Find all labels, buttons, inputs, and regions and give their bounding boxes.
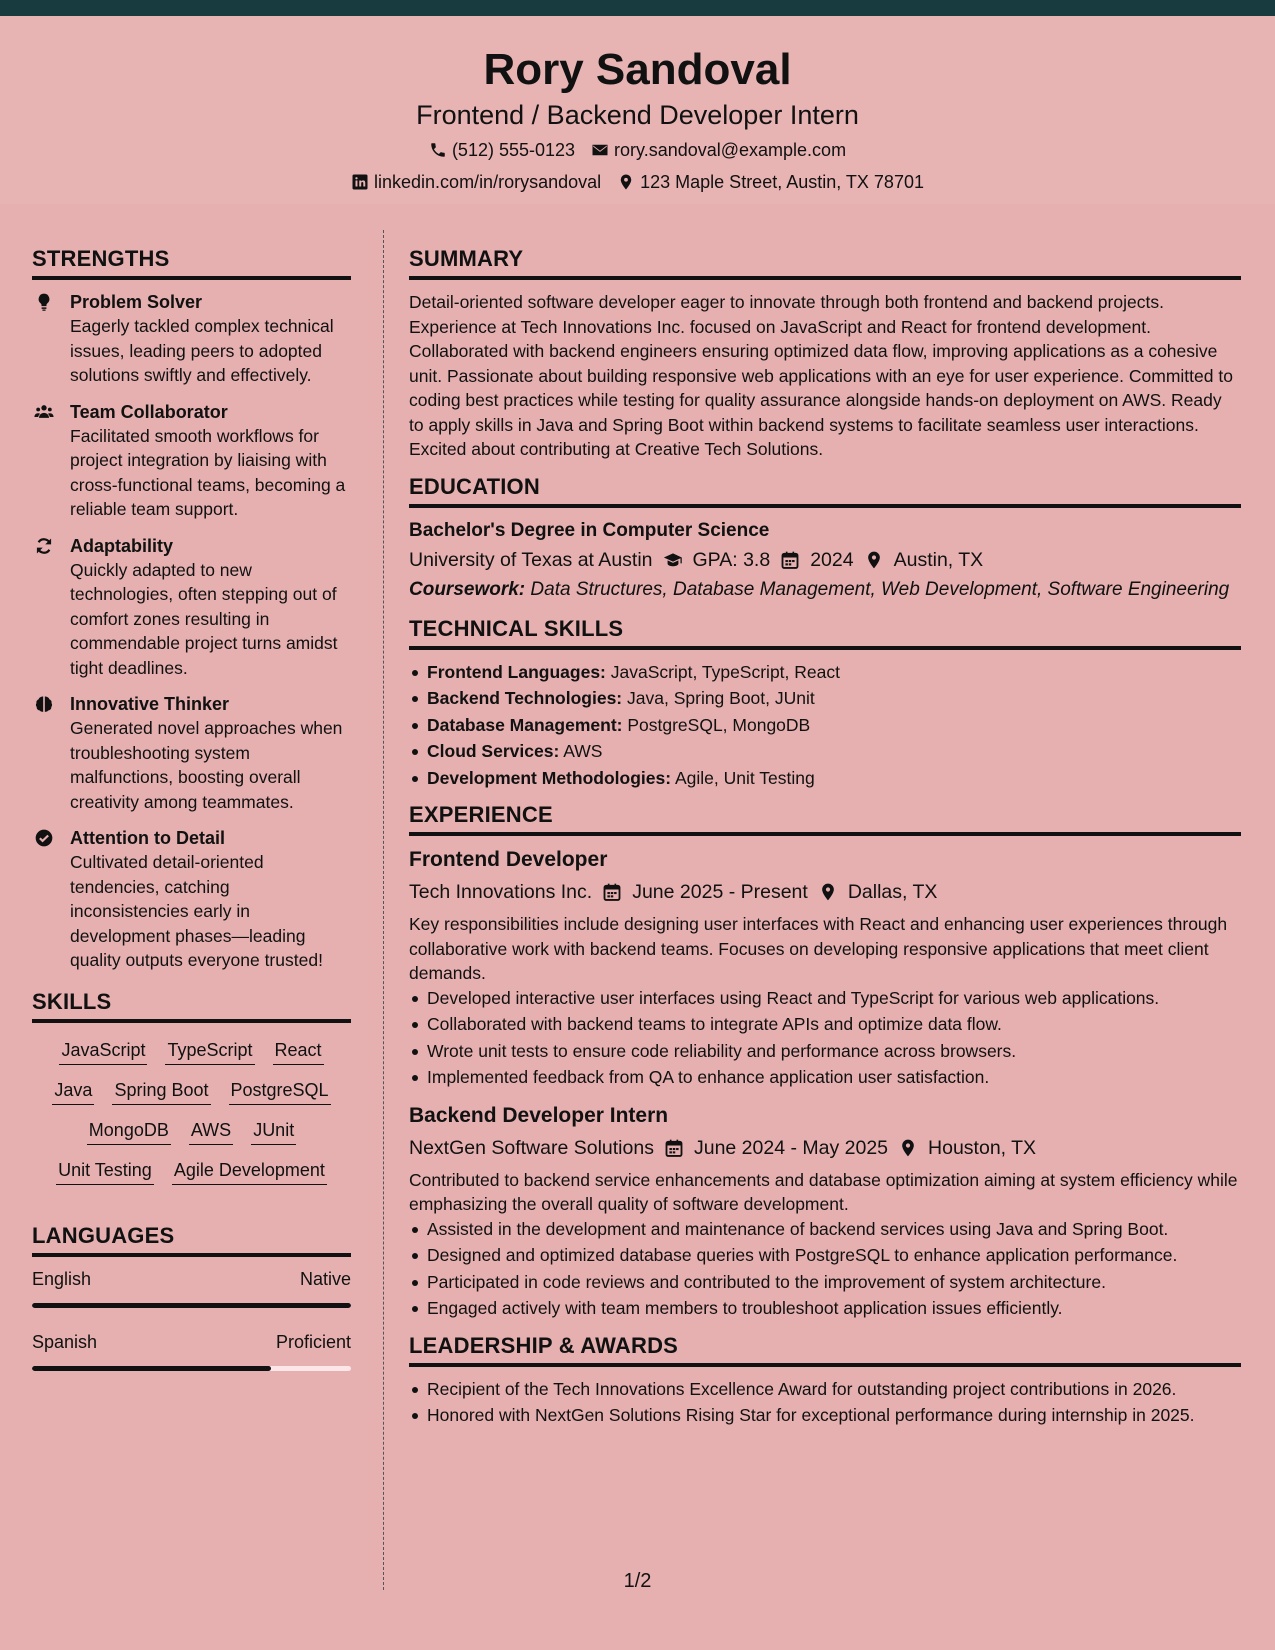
- tech-value: Java, Spring Boot, JUnit: [627, 688, 815, 708]
- right-column: [409, 246, 1241, 1440]
- job-entry: [409, 1102, 1241, 1321]
- strength-item: [32, 534, 351, 681]
- job-title: Frontend Developer: [409, 848, 608, 871]
- brain-icon: [32, 692, 56, 814]
- list-item: [409, 686, 1241, 711]
- strength-desc: Cultivated detail-oriented tendencies, catching inconsistencies early in development phases—leading quality outputs everyone trusted!: [70, 852, 323, 970]
- job-entry: [409, 846, 1241, 1090]
- left-column: [32, 246, 351, 1393]
- phone-icon: [429, 141, 447, 159]
- linkedin-text: linkedin.com/in/rorysandoval: [374, 172, 602, 192]
- envelope-icon: [591, 141, 609, 159]
- strength-item: [32, 290, 351, 388]
- skill-tag: Agile Development: [172, 1157, 327, 1185]
- list-item: Collaborated with backend teams to integrate APIs and optimize data flow.: [409, 1012, 1241, 1037]
- strength-desc: Facilitated smooth workflows for project integration by liaising with cross-functional teams, becoming a reliable team support.: [70, 425, 346, 519]
- job-location: Dallas, TX: [847, 881, 938, 903]
- skill-tag: JavaScript: [59, 1037, 147, 1065]
- job-meta: [409, 1134, 1241, 1162]
- candidate-title: Frontend / Backend Developer Intern: [416, 100, 859, 130]
- linkedin-icon: [351, 173, 369, 191]
- list-item: Designed and optimized database queries with PostgreSQL to enhance application performance.: [409, 1243, 1241, 1268]
- contact-row: [0, 138, 1275, 162]
- list-item: Implemented feedback from QA to enhance application user satisfaction.: [409, 1065, 1241, 1090]
- map-pin-icon: [617, 173, 635, 191]
- language-item: [32, 1330, 351, 1371]
- map-pin-icon: [864, 550, 884, 570]
- strength-title: Innovative Thinker: [70, 694, 230, 714]
- address-text: 123 Maple Street, Austin, TX 78701: [640, 172, 924, 192]
- tech-value: PostgreSQL, MongoDB: [627, 714, 811, 735]
- strength-item: [32, 692, 351, 814]
- summary-heading: SUMMARY: [409, 246, 1241, 280]
- education-location: Austin, TX: [893, 548, 984, 571]
- company-name: NextGen Software Solutions: [409, 1136, 654, 1159]
- strength-title: Team Collaborator: [70, 401, 228, 422]
- tech-value: AWS: [563, 741, 603, 761]
- company-name: Tech Innovations Inc.: [409, 881, 593, 903]
- summary-text: Detail-oriented software developer eager to innovate through both frontend and backend projects. Experience at Tech Innovations Inc. focused on JavaScript and React for frontend development. Collaborated with backend engineers ensuring optimized data flow, improving applications as a cohesive unit. Passionate about building responsive web applications with an eye for user experience. Committed to coding best practices while testing for quality assurance alongside hands-on deployment on AWS. Ready to apply skills in Java and Spring Boot within backend systems to facilitate seamless user interactions. Excited about contributing at Creative Tech Solutions.: [409, 292, 1233, 459]
- job-dates: June 2024 - May 2025: [693, 1136, 889, 1159]
- email-text: rory.sandoval@example.com: [614, 140, 847, 160]
- tech-label: Database Management:: [427, 714, 623, 735]
- job-location: Houston, TX: [928, 1136, 1037, 1159]
- linkedin-contact[interactable]: [351, 170, 601, 194]
- list-item: [409, 766, 1241, 791]
- language-level: Native: [299, 1268, 351, 1289]
- resume-header: [0, 16, 1275, 204]
- list-item: Wrote unit tests to ensure code reliability and performance across browsers.: [409, 1039, 1241, 1064]
- language-proficiency-bar: [32, 1303, 351, 1308]
- strengths-heading: STRENGTHS: [32, 246, 351, 280]
- top-accent-bar: [0, 0, 1275, 16]
- proficiency-fill: [32, 1366, 271, 1371]
- map-pin-icon: [818, 882, 838, 902]
- skill-tag: React: [273, 1037, 324, 1065]
- strength-title: Problem Solver: [70, 292, 203, 312]
- strength-item: [32, 826, 351, 973]
- phone-contact[interactable]: [429, 138, 575, 162]
- tech-value: Agile, Unit Testing: [674, 767, 815, 788]
- skill-tag: PostgreSQL: [229, 1077, 331, 1105]
- phone-text: (512) 555-0123: [451, 140, 576, 160]
- job-description: Key responsibilities include designing user interfaces with React and enhancing user experiences through collaborative work with backend teams. Focuses on developing responsive applications that meet client demands.: [409, 914, 1228, 983]
- strength-desc: Quickly adapted to new technologies, often stepping out of comfort zones resulting in commendable project turns amidst tight deadlines.: [70, 559, 338, 678]
- strength-title: Attention to Detail: [70, 828, 225, 848]
- technical-skills-list: [409, 660, 1241, 791]
- skill-tag: MongoDB: [87, 1117, 171, 1145]
- strength-desc: Eagerly tackled complex technical issues, leading peers to adopted solutions swiftly and effectively.: [70, 316, 334, 385]
- job-bullets: [409, 986, 1241, 1090]
- education-meta: [409, 546, 1241, 574]
- awards-list: [409, 1377, 1241, 1428]
- list-item: Honored with NextGen Solutions Rising Star for exceptional performance during internship in 2025.: [409, 1403, 1241, 1428]
- coursework: [409, 578, 1241, 602]
- job-description: Contributed to backend service enhancements and database optimization aiming at system efficiency while emphasizing the overall quality of software development.: [409, 1169, 1238, 1214]
- skills-list: [32, 1033, 351, 1185]
- refresh-icon: [32, 534, 56, 681]
- list-item: Engaged actively with team members to troubleshoot application issues efficiently.: [409, 1296, 1241, 1321]
- strength-item: [32, 400, 351, 522]
- coursework-list: Data Structures, Database Management, Web Development, Software Engineering: [530, 578, 1230, 600]
- lightbulb-icon: [32, 290, 56, 388]
- tech-label: Development Methodologies:: [427, 767, 672, 788]
- users-icon: [32, 400, 56, 522]
- language-level: Proficient: [275, 1331, 351, 1352]
- skills-heading: SKILLS: [32, 989, 351, 1023]
- candidate-name: Rory Sandoval: [483, 45, 792, 94]
- calendar-icon: [664, 1138, 684, 1158]
- graduation-cap-icon: [663, 550, 683, 570]
- job-bullets: [409, 1217, 1241, 1321]
- tech-label: Cloud Services:: [427, 741, 560, 761]
- skill-tag: AWS: [189, 1117, 233, 1145]
- education-heading: EDUCATION: [409, 474, 1241, 508]
- contact-row-2: [0, 170, 1275, 194]
- tech-label: Backend Technologies:: [427, 688, 623, 708]
- list-item: [409, 713, 1241, 738]
- tech-value: JavaScript, TypeScript, React: [610, 661, 840, 682]
- language-item: [32, 1267, 351, 1308]
- gpa-text: GPA: 3.8: [692, 548, 771, 571]
- strength-title: Adaptability: [70, 535, 174, 556]
- language-name: English: [32, 1268, 92, 1289]
- list-item: Assisted in the development and maintenance of backend services using Java and Spring Boot.: [409, 1217, 1241, 1242]
- languages-heading: LANGUAGES: [32, 1223, 351, 1257]
- skill-tag: TypeScript: [165, 1037, 254, 1065]
- technical-skills-heading: TECHNICAL SKILLS: [409, 616, 1241, 650]
- list-item: [409, 739, 1241, 764]
- job-meta: [409, 878, 1241, 906]
- language-name: Spanish: [32, 1331, 98, 1352]
- awards-heading: LEADERSHIP & AWARDS: [409, 1333, 1241, 1367]
- job-title: Backend Developer Intern: [409, 1103, 669, 1127]
- check-circle-icon: [32, 826, 56, 973]
- school-name: University of Texas at Austin: [409, 548, 653, 571]
- page-number: 1/2: [623, 1570, 652, 1592]
- list-item: [409, 660, 1241, 685]
- skill-tag: JUnit: [251, 1117, 296, 1145]
- column-divider: [383, 230, 384, 1590]
- strength-desc: Generated novel approaches when troubleshooting system malfunctions, boosting overall creativity among teammates.: [70, 718, 343, 812]
- address-contact: [617, 170, 924, 194]
- list-item: Recipient of the Tech Innovations Excellence Award for outstanding project contributions in 2026.: [409, 1377, 1241, 1402]
- experience-heading: EXPERIENCE: [409, 802, 1241, 836]
- email-contact[interactable]: [591, 138, 846, 162]
- skill-tag: Unit Testing: [56, 1157, 154, 1185]
- tech-label: Frontend Languages:: [427, 661, 606, 682]
- calendar-icon: [602, 882, 622, 902]
- list-item: Developed interactive user interfaces using React and TypeScript for various web applications.: [409, 986, 1241, 1011]
- skill-tag: Java: [52, 1077, 94, 1105]
- graduation-year: 2024: [810, 548, 854, 571]
- coursework-label: Coursework:: [409, 578, 526, 600]
- job-dates: June 2025 - Present: [632, 881, 808, 903]
- proficiency-fill: [32, 1303, 351, 1308]
- calendar-icon: [780, 550, 800, 570]
- language-proficiency-bar: [32, 1366, 351, 1371]
- list-item: Participated in code reviews and contributed to the improvement of system architecture.: [409, 1270, 1241, 1295]
- degree-title: Bachelor's Degree in Computer Science: [409, 519, 770, 541]
- map-pin-icon: [898, 1138, 918, 1158]
- skill-tag: Spring Boot: [112, 1077, 210, 1105]
